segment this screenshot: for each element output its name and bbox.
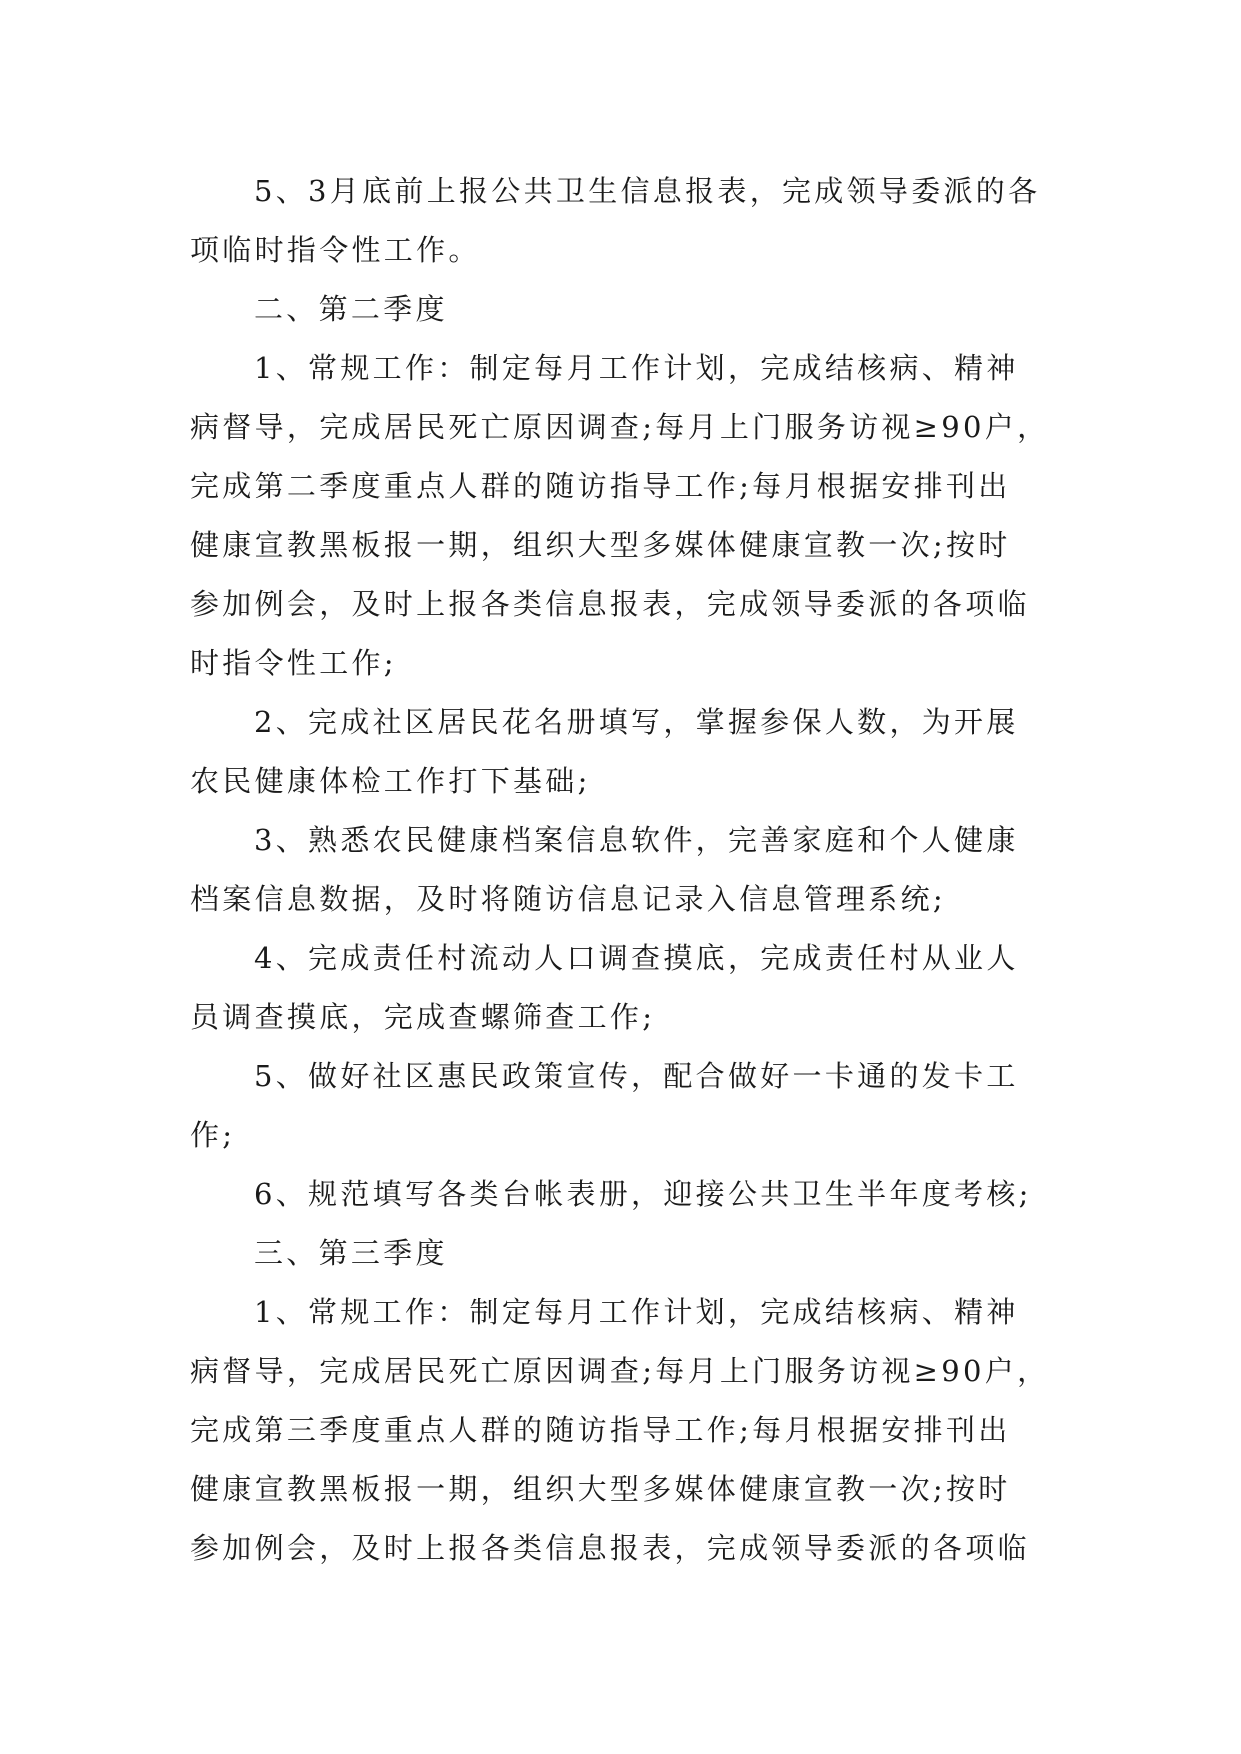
text-line: 完成第二季度重点人群的随访指导工作;每月根据安排刊出: [190, 469, 1011, 503]
text-line: 项临时指令性工作。: [190, 233, 481, 267]
text-line: 病督导，完成居民死亡原因调查;每月上门服务访视≥90户，: [190, 1354, 1050, 1388]
text-line: 健康宣教黑板报一期，组织大型多媒体健康宣教一次;按时: [190, 528, 1011, 562]
text-line: 3、熟悉农民健康档案信息软件，完善家庭和个人健康: [254, 823, 1019, 857]
text-line: 参加例会，及时上报各类信息报表，完成领导委派的各项临: [190, 587, 1030, 621]
text-line: 2、完成社区居民花名册填写，掌握参保人数，为开展: [254, 705, 1019, 739]
text-line: 完成第三季度重点人群的随访指导工作;每月根据安排刊出: [190, 1413, 1011, 1447]
section-heading: [190, 280, 1070, 339]
text-line: 5、3月底前上报公共卫生信息报表，完成领导委派的各: [254, 174, 1041, 208]
section-heading: [190, 1224, 1070, 1283]
paragraph-item: [190, 929, 1070, 1047]
text-line: 农民健康体检工作打下基础;: [190, 764, 591, 798]
text-line: 4、完成责任村流动人口调查摸底，完成责任村从业人: [254, 941, 1019, 975]
text-line: 病督导，完成居民死亡原因调查;每月上门服务访视≥90户，: [190, 410, 1050, 444]
document-body: [190, 162, 1070, 1578]
text-line: 员调查摸底，完成查螺筛查工作;: [190, 1000, 656, 1034]
text-line: 时指令性工作;: [190, 646, 397, 680]
paragraph-item: [190, 339, 1070, 693]
text-line: 1、常规工作：制定每月工作计划，完成结核病、精神: [254, 351, 1019, 385]
paragraph-item: [190, 811, 1070, 929]
paragraph-item: [190, 1283, 1070, 1578]
text-line: 作;: [190, 1118, 236, 1152]
paragraph-item: [190, 162, 1070, 280]
text-line: 1、常规工作：制定每月工作计划，完成结核病、精神: [254, 1295, 1019, 1329]
text-line: 档案信息数据，及时将随访信息记录入信息管理系统;: [190, 882, 946, 916]
text-line: 健康宣教黑板报一期，组织大型多媒体健康宣教一次;按时: [190, 1472, 1011, 1506]
text-line: 6、规范填写各类台帐表册，迎接公共卫生半年度考核;: [254, 1177, 1032, 1211]
text-line: 5、做好社区惠民政策宣传，配合做好一卡通的发卡工: [254, 1059, 1019, 1093]
paragraph-item: [190, 693, 1070, 811]
paragraph-item: [190, 1165, 1070, 1224]
heading-text: 三、第三季度: [254, 1236, 448, 1270]
text-line: 参加例会，及时上报各类信息报表，完成领导委派的各项临: [190, 1531, 1030, 1565]
paragraph-item: [190, 1047, 1070, 1165]
heading-text: 二、第二季度: [254, 292, 448, 326]
